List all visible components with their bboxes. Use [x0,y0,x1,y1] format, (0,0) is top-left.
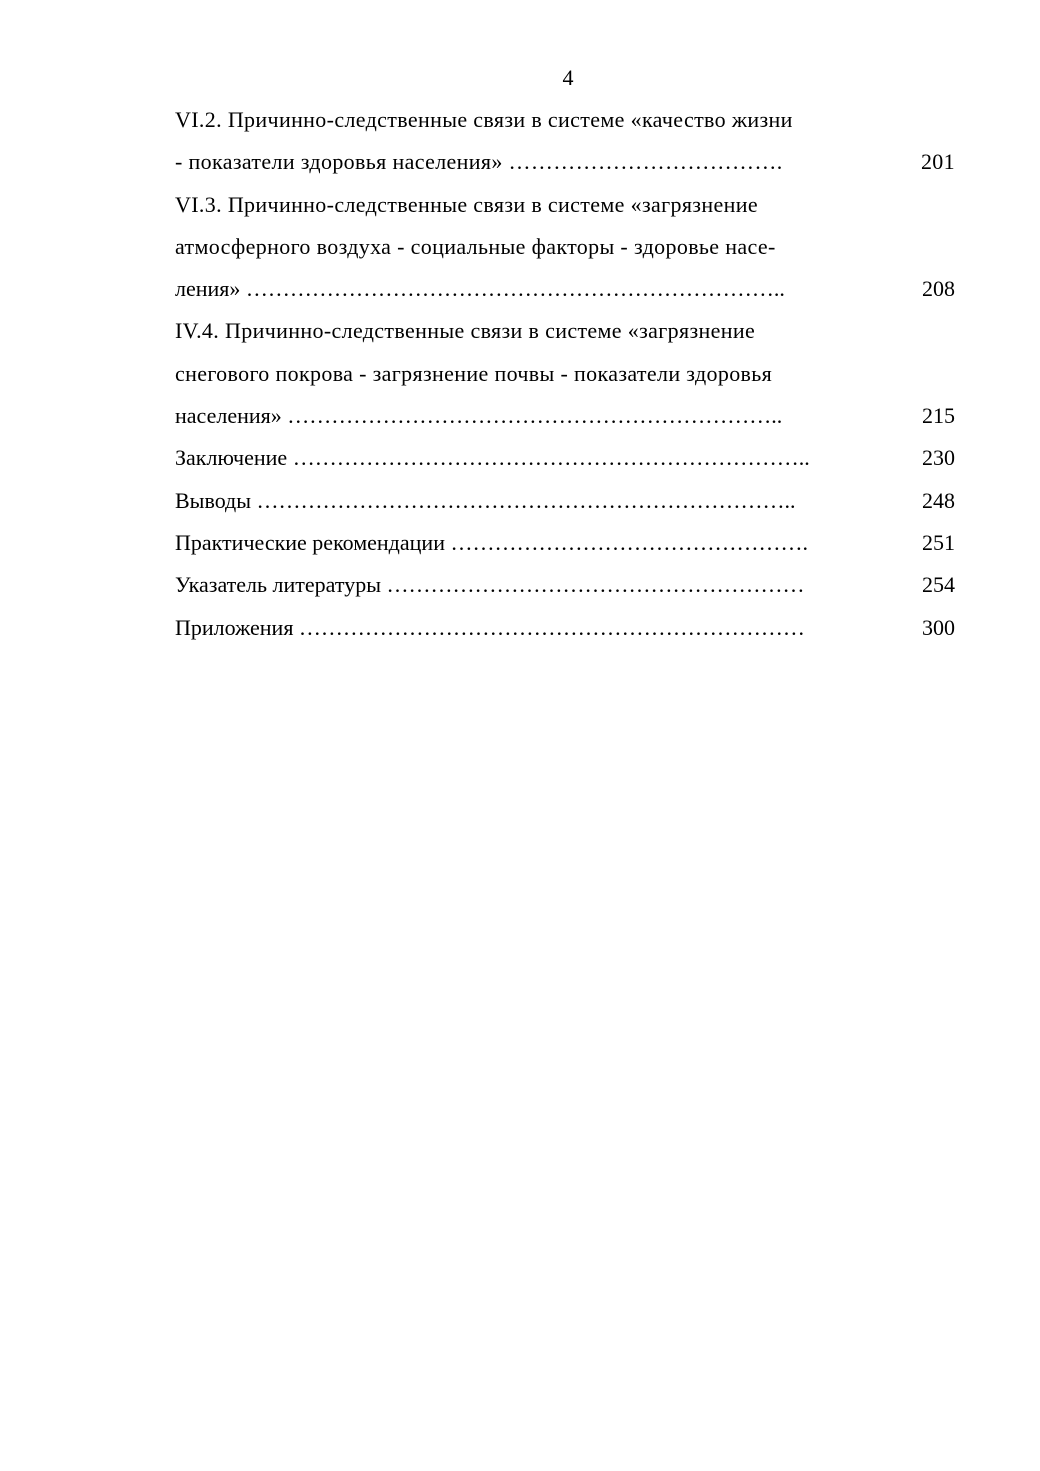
toc-page-number: 201 [920,149,955,175]
toc-entry-text: VI.2. Причинно-следственные связи в системе «качество жизни [175,107,793,132]
toc-entry-text: снегового покрова - загрязнение почвы - показатели здоровья [175,360,773,386]
page-number: 4 [562,65,574,90]
toc-page-number: 215 [922,403,955,429]
toc-entry-iv-4-line-3 [175,395,955,437]
toc-entry-conclusion [175,437,955,479]
toc-entry-text: Выводы ……………………………………………………………….. [175,487,796,513]
toc-entry-text: - показатели здоровья населения» ………………………………. [175,149,783,175]
toc-entry-vi-2-line-2 [175,141,955,183]
toc-entry-vi-3-line-1 [175,184,955,226]
toc-entry-text: Приложения …………………………………………………………… [175,614,805,640]
toc-entry-recommendations [175,522,955,564]
toc-entry-vi-2-line-1 [175,99,955,141]
toc-page-number: 300 [922,614,955,640]
toc-entry-text: Практические рекомендации …………………………………………. [175,529,808,555]
toc-entry-text: IV.4. Причинно-следственные связи в системе «загрязнение [175,318,756,344]
toc-entry-findings [175,480,955,522]
toc-entry-vi-3-line-2 [175,226,955,268]
toc-entry-text: Указатель литературы ………………………………………………… [175,572,805,598]
toc-entry-appendices [175,607,955,649]
toc-entry-text: ления» ……………………………………………………………….. [175,276,785,302]
toc-page-number: 251 [922,529,955,555]
toc-entry-text: Заключение …………………………………………………………….. [175,445,810,471]
toc-entry-text: VI.3. Причинно-следственные связи в системе «загрязнение [175,191,758,217]
toc-page-number: 254 [922,572,955,598]
toc-entry-bibliography [175,564,955,606]
toc-entry-iv-4-line-2 [175,353,955,395]
toc-page-number: 230 [922,445,955,471]
table-of-contents [175,99,955,649]
toc-entry-text: населения» ………………………………………………………….. [175,403,783,429]
toc-entry-vi-3-line-3 [175,268,955,310]
toc-page-number: 208 [922,276,955,302]
toc-entry-text: атмосферного воздуха - социальные факторы - здоровье насе- [175,233,776,259]
toc-entry-iv-4-line-1 [175,310,955,352]
toc-page-number: 248 [922,487,955,513]
